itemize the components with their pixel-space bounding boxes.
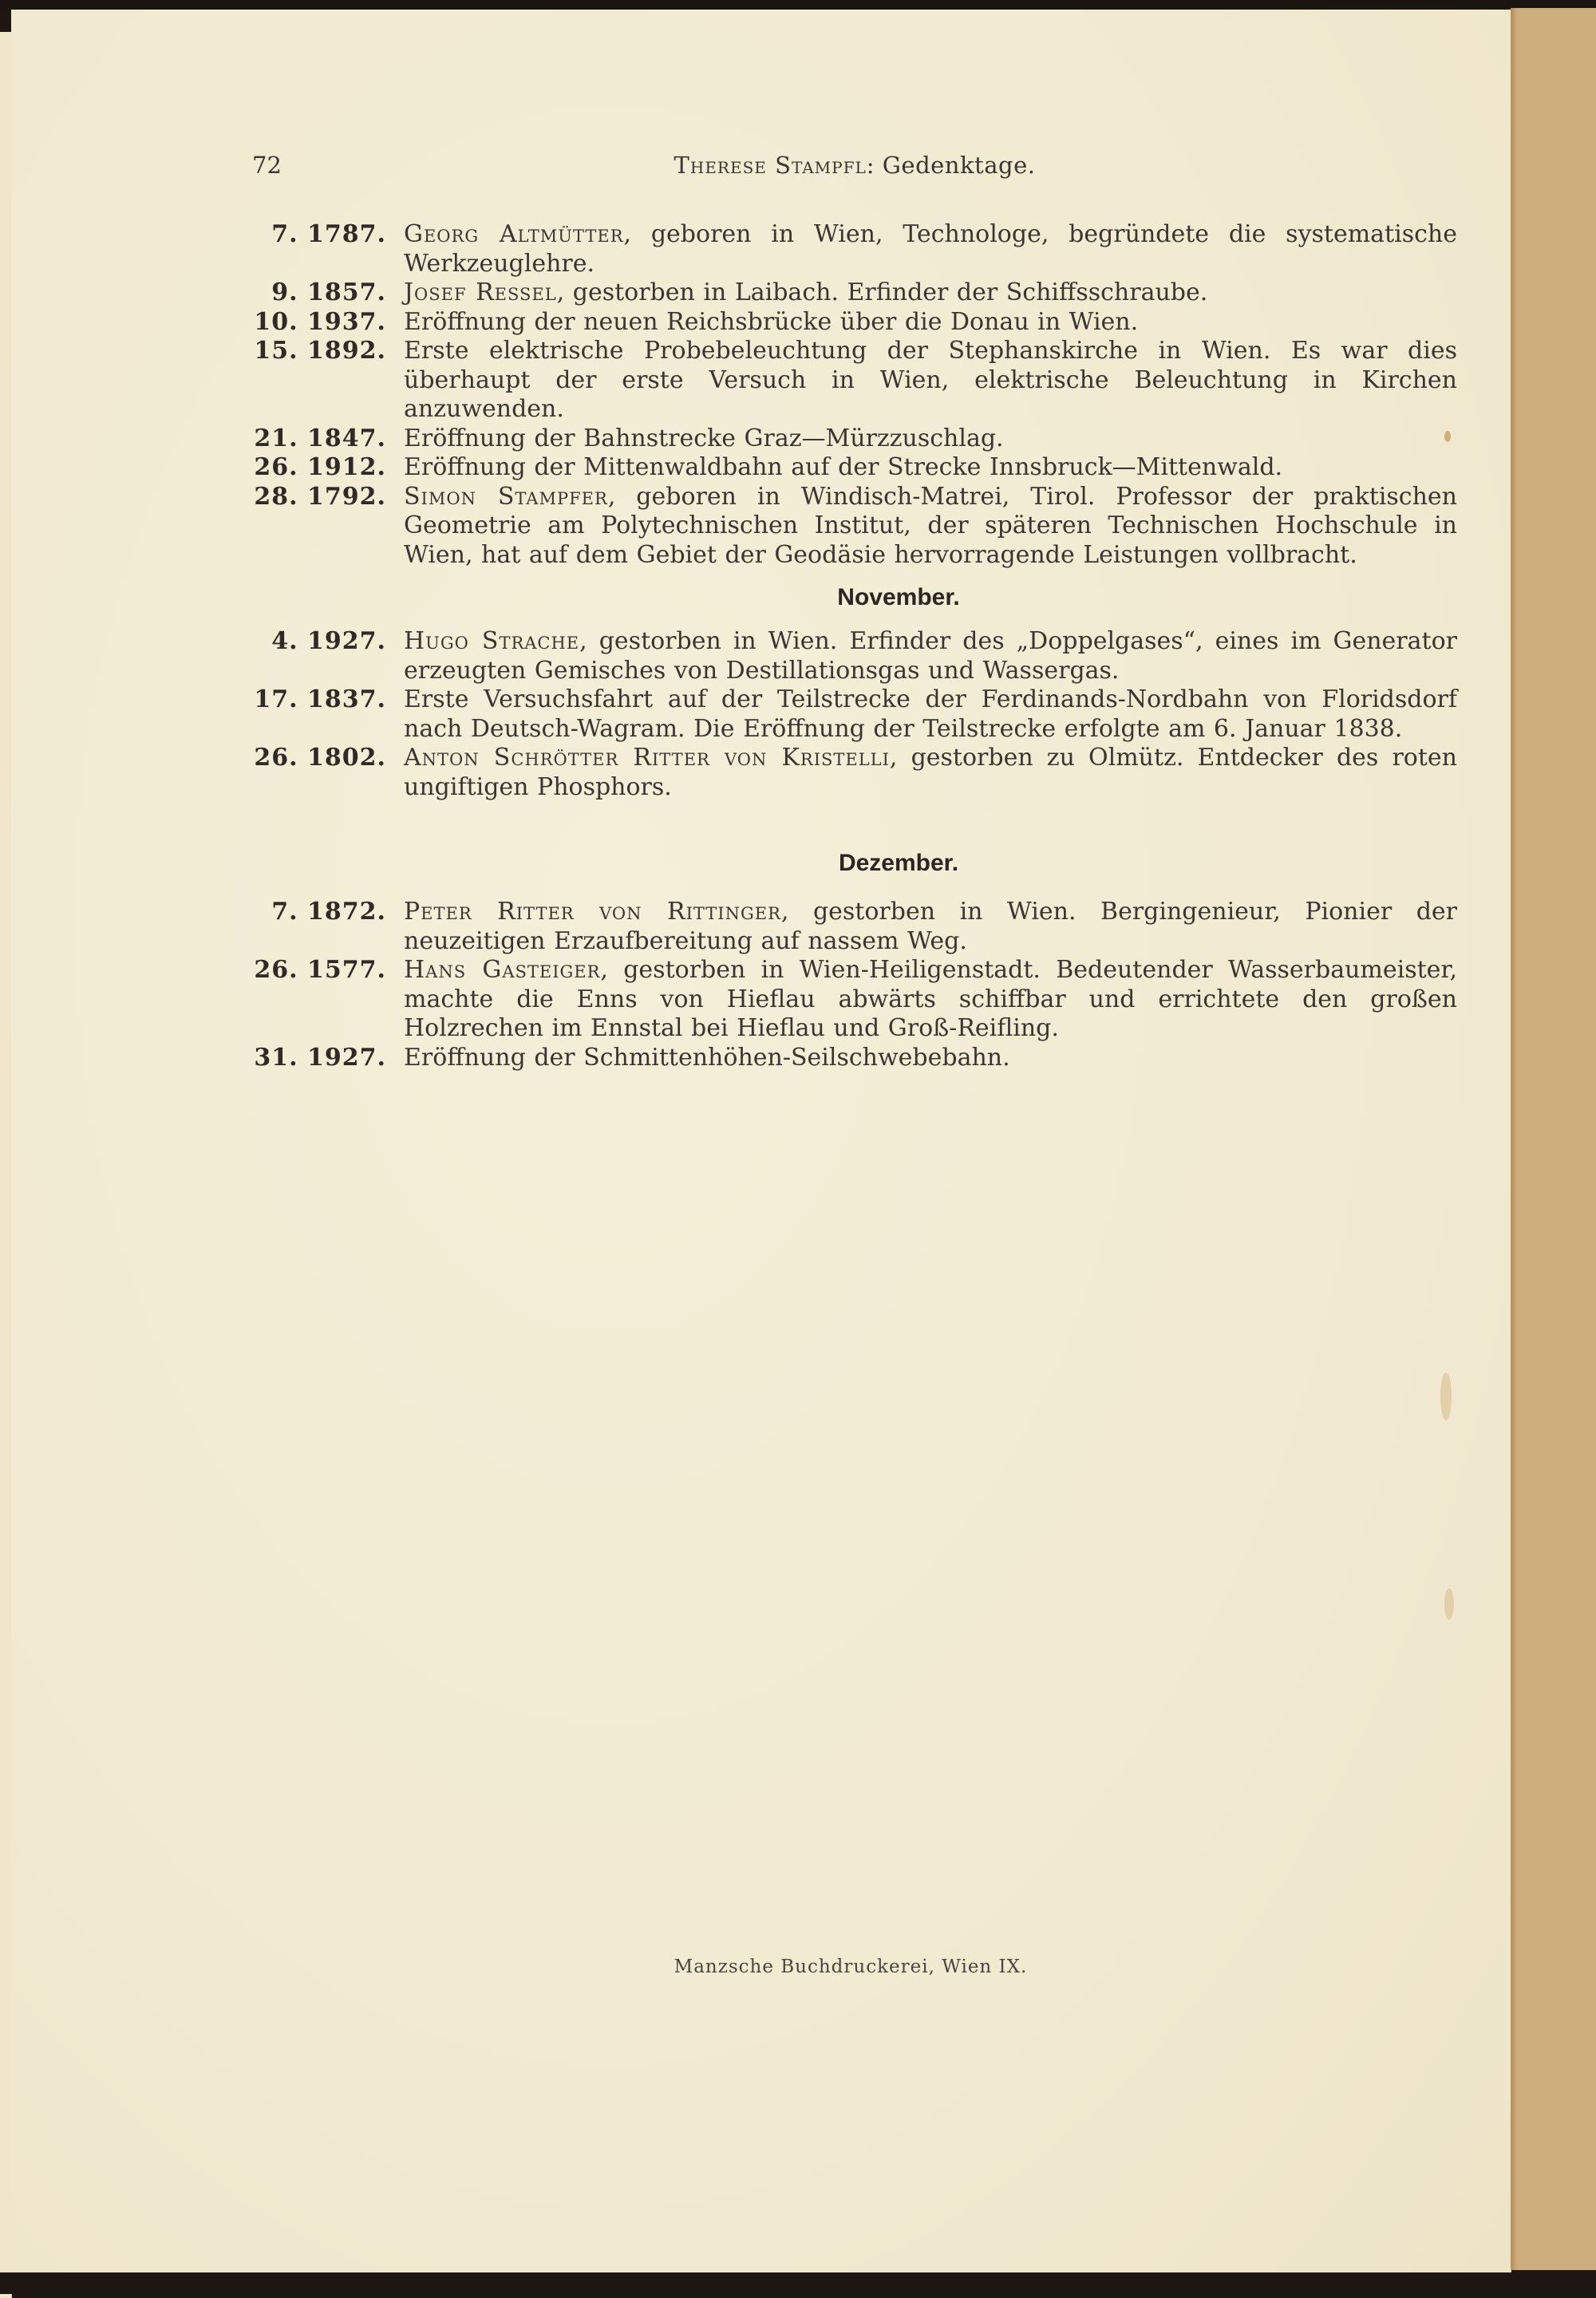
entry-text <box>404 1044 1457 1073</box>
calendar-entry <box>252 898 1457 956</box>
calendar-entry <box>252 685 1457 744</box>
entry-text <box>404 956 1457 1044</box>
entry-text <box>404 337 1457 424</box>
person-name: Hans Gasteiger <box>404 956 601 984</box>
entry-date: 17. 1837. <box>254 685 386 713</box>
calendar-entry <box>252 220 1457 278</box>
person-name: Josef Ressel <box>404 278 557 306</box>
entry-description: Erste elektrische Probebeleuchtung der Stephanskirche in Wien. Es war dies überhaupt der erste Versuch in Wien, elektrische Beleuchtung in Kirchen anzuwenden. <box>404 337 1457 423</box>
entry-date: 28. 1792. <box>254 482 386 511</box>
person-name: Peter Ritter von Rittinger <box>404 898 781 926</box>
printer-imprint: Manzsche Buchdruckerei, Wien IX. <box>674 1956 1028 1977</box>
entry-description: , gestorben in Wien. Bergingenieur, Pionier der neuzeitigen Erzaufbereitung auf nassem Weg. <box>404 898 1457 955</box>
person-name: Georg Altmütter <box>404 220 624 248</box>
running-title-rest: : Gedenktage. <box>866 152 1036 179</box>
entry-text <box>404 308 1457 338</box>
entry-description: , gestorben in Laibach. Erfinder der Schiffsschraube. <box>556 278 1208 306</box>
calendar-entry <box>252 744 1457 802</box>
scan-left-edge <box>0 32 12 2298</box>
person-name: Hugo Strache <box>404 627 580 655</box>
entry-description: Eröffnung der Schmittenhöhen-Seilschwebebahn. <box>404 1043 1010 1072</box>
entry-description: Eröffnung der neuen Reichsbrücke über die Donau in Wien. <box>404 307 1139 336</box>
calendar-entry <box>252 1044 1457 1073</box>
entry-description: , gestorben zu Olmütz. Entdecker des roten ungiftigen Phosphors. <box>404 744 1457 801</box>
calendar-entry <box>252 308 1457 338</box>
entry-date: 26. 1577. <box>254 956 386 984</box>
running-head <box>252 152 1457 184</box>
entry-description: , geboren in Windisch-Matrei, Tirol. Professor der praktischen Geometrie am Polytechnischen Institut, der späteren Technischen Hochschule in Wien, hat auf dem Gebiet der Geodäsie hervorragende Leistungen vollbracht. <box>404 482 1457 569</box>
entry-date: 31. 1927. <box>254 1043 386 1072</box>
entry-date: 9. 1857. <box>271 278 386 306</box>
entry-description: Erste Versuchsfahrt auf der Teilstrecke der Ferdinands-Nordbahn von Floridsdorf nach Deutsch-Wagram. Die Eröffnung der Teilstrecke erfolgte am 6. Januar 1838. <box>404 685 1457 743</box>
entry-description: Eröffnung der Mittenwaldbahn auf der Strecke Innsbruck—Mittenwald. <box>404 453 1283 481</box>
entry-date: 10. 1937. <box>254 307 386 336</box>
month-heading: November. <box>837 584 960 610</box>
scan-top-border <box>0 0 1596 10</box>
entry-text <box>404 744 1457 802</box>
entry-text <box>404 424 1457 454</box>
entry-description: , gestorben in Wien. Erfinder des „Doppelgases“, eines im Generator erzeugten Gemisches von Destillationsgas und Wassergas. <box>404 627 1457 685</box>
calendar-entry <box>252 424 1457 454</box>
page-number: 72 <box>252 152 282 179</box>
calendar-entry <box>252 453 1457 483</box>
entry-text <box>404 685 1457 744</box>
entry-description: , gestorben in Wien-Heiligenstadt. Bedeutender Wasserbaumeister, machte die Enns von Hieflau abwärts schiffbar und errichtete den großen Holzrechen im Ennstal bei Hieflau und Groß-Reifling. <box>404 956 1457 1042</box>
entry-text <box>404 898 1457 956</box>
entry-date: 26. 1912. <box>254 453 386 481</box>
book-page-edge <box>1511 8 1596 2270</box>
paper-stain <box>1444 1588 1454 1620</box>
calendar-entry <box>252 278 1457 308</box>
entry-date: 21. 1847. <box>254 424 386 452</box>
person-name: Anton Schrötter Ritter von Kristelli <box>404 744 890 772</box>
entry-date: 4. 1927. <box>271 627 386 655</box>
entry-text <box>404 483 1457 571</box>
running-title <box>252 152 1457 179</box>
calendar-entries <box>252 220 1457 1072</box>
calendar-entry <box>252 627 1457 685</box>
month-heading: Dezember. <box>838 850 959 876</box>
scan-bottom-border <box>0 2272 1596 2294</box>
entry-description: , geboren in Wien, Technologe, begründete die systematische Werkzeuglehre. <box>404 220 1457 278</box>
person-name: Simon Stampfer <box>404 482 608 511</box>
entry-date: 26. 1802. <box>254 744 386 772</box>
entry-text <box>404 627 1457 685</box>
entry-description: Eröffnung der Bahnstrecke Graz—Mürzzuschlag. <box>404 424 1004 452</box>
paper-stain <box>1440 1372 1452 1420</box>
running-title-author: Therese Stampfl <box>674 152 867 179</box>
calendar-entry <box>252 956 1457 1044</box>
calendar-entry <box>252 483 1457 571</box>
entry-text <box>404 453 1457 483</box>
entry-text <box>404 278 1457 308</box>
entry-date: 7. 1787. <box>271 220 386 248</box>
calendar-entry <box>252 337 1457 424</box>
entry-date: 15. 1892. <box>254 337 386 365</box>
entry-date: 7. 1872. <box>271 898 386 926</box>
entry-text <box>404 220 1457 278</box>
